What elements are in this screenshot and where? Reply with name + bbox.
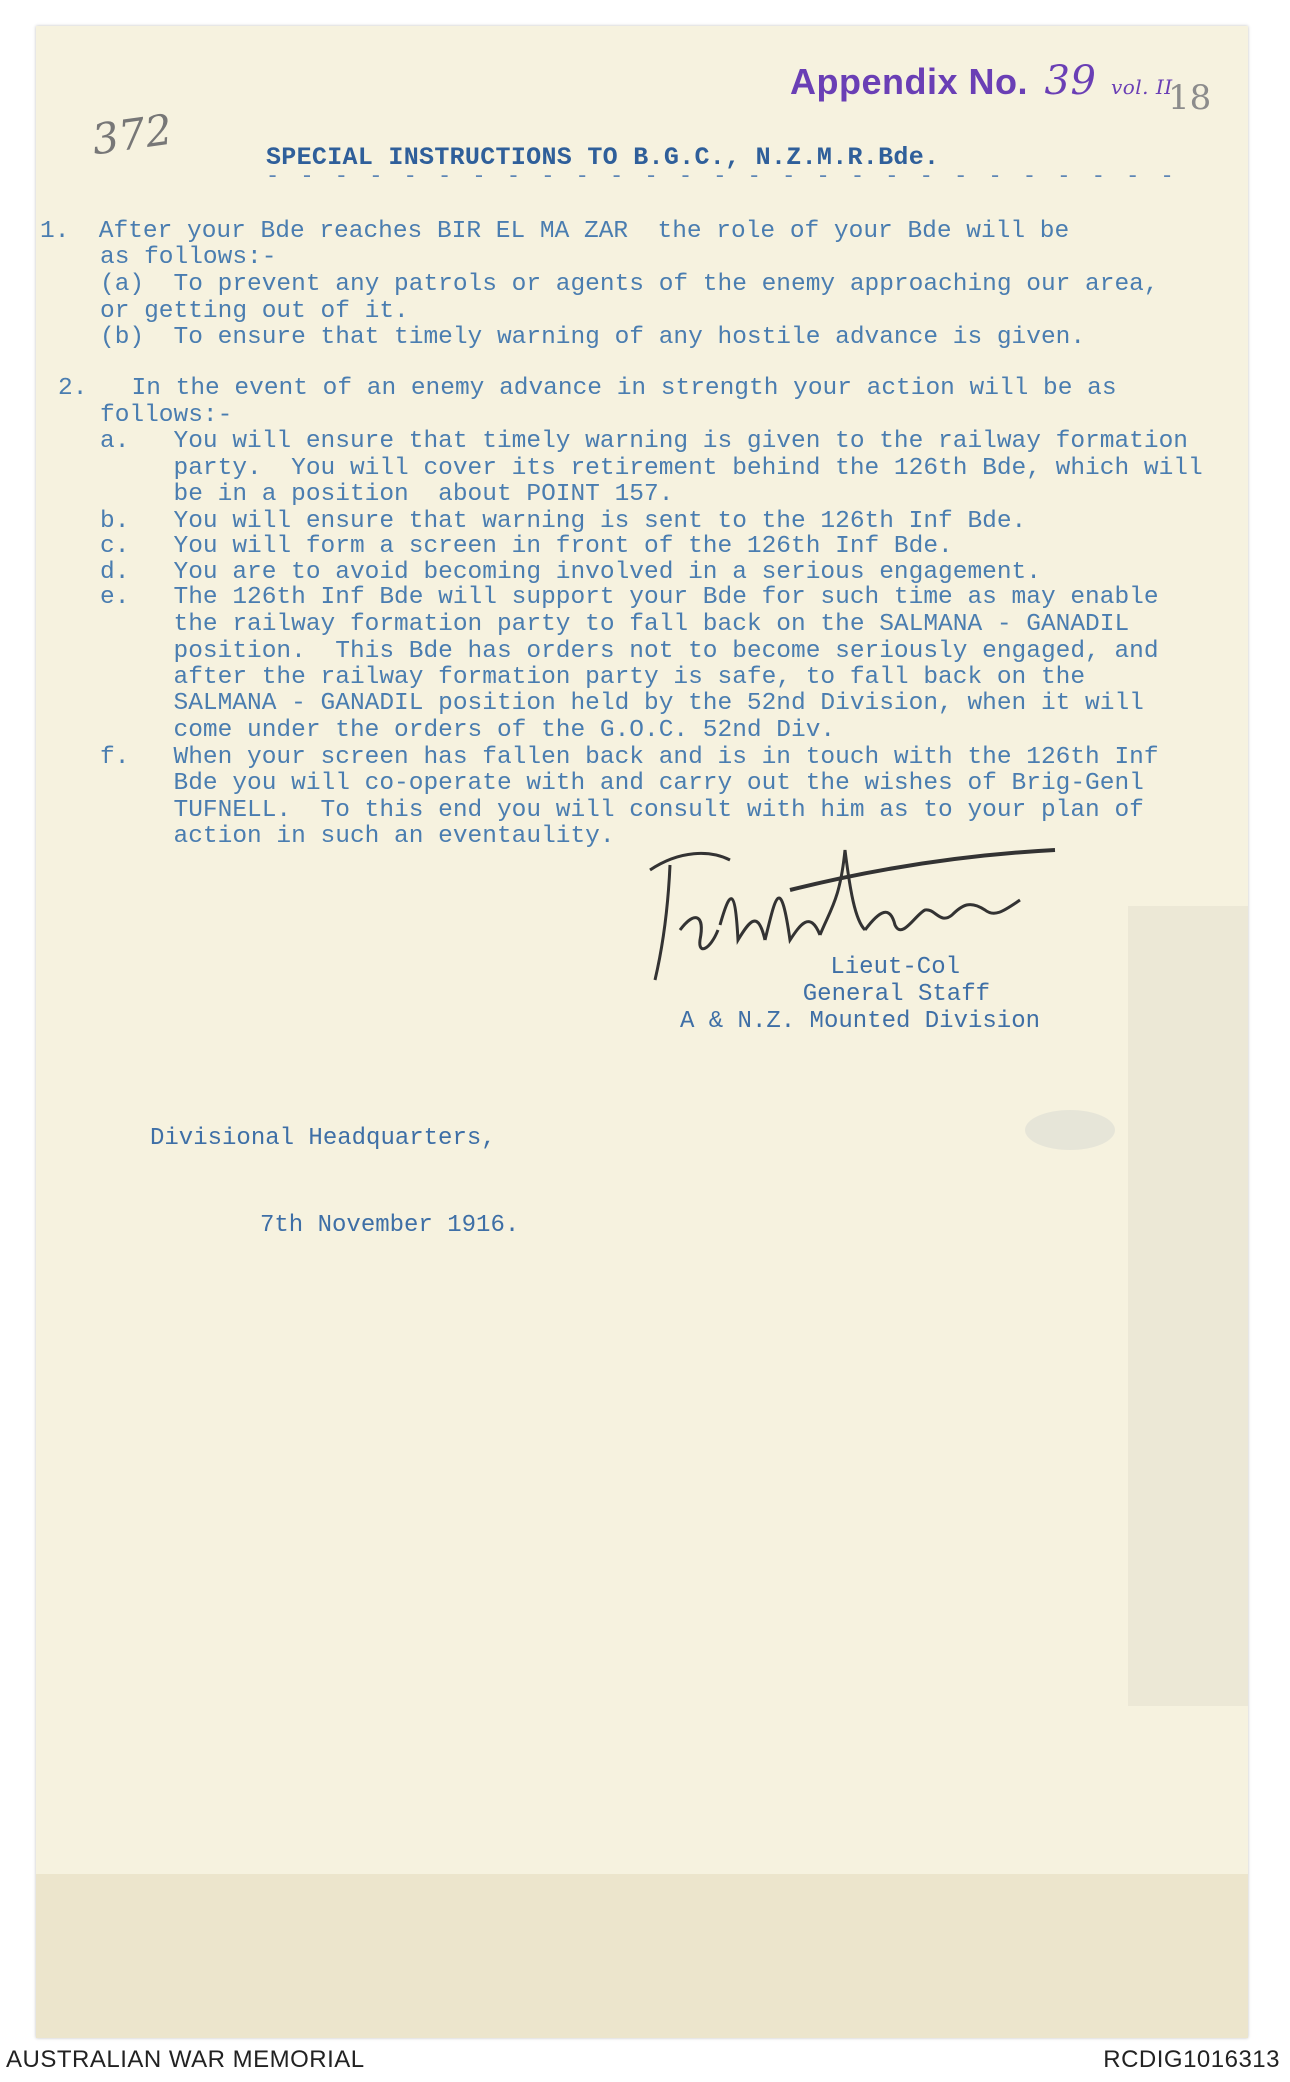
body-line: Bde you will co-operate with and carry out the wishes of Brig-Genl <box>100 770 1144 797</box>
body-line: after the railway formation party is safe, to fall back on the <box>100 664 1086 691</box>
body-line: (b) To ensure that timely warning of any hostile advance is given. <box>100 324 1086 351</box>
paper-stain <box>1025 1110 1115 1150</box>
pencil-reference: 372 <box>88 104 176 165</box>
appendix-stamp <box>790 58 1173 104</box>
body-line: be in a position about POINT 157. <box>100 481 674 508</box>
body-line: 1. After your Bde reaches BIR EL MA ZAR the role of your Bde will be <box>40 218 1070 245</box>
body-line: action in such an eventaulity. <box>100 823 615 850</box>
body-line: e. The 126th Inf Bde will support your Bde for such time as may enable <box>100 584 1159 611</box>
signatory-staff: General Staff <box>802 981 990 1008</box>
body-line: as follows:- <box>100 244 277 271</box>
body-line: party. You will cover its retirement behind the 126th Bde, which will <box>100 455 1203 482</box>
body-line: f. When your screen has fallen back and is in touch with the 126th Inf <box>100 744 1159 771</box>
body-line: c. You will form a screen in front of the 126th Inf Bde. <box>100 533 953 560</box>
paper-edge-shade <box>1128 906 1248 1706</box>
appendix-volume: vol. II <box>1110 75 1173 99</box>
folio-number: 18 <box>1168 78 1212 118</box>
title-underline: - - - - - - - - - - - - - - - - - - - - - - - - - - - <box>266 164 1178 189</box>
origin-block <box>150 1066 519 1269</box>
signatory-division: A & N.Z. Mounted Division <box>679 1008 1040 1035</box>
signatory-rank: Lieut-Col <box>830 954 960 981</box>
body-line: b. You will ensure that warning is sent to the 126th Inf Bde. <box>100 508 1027 535</box>
origin-date: 7th November 1916. <box>260 1212 520 1239</box>
body-line: SALMANA - GANADIL position held by the 52nd Division, when it will <box>100 690 1144 717</box>
footer-source: AUSTRALIAN WAR MEMORIAL <box>6 2046 365 2073</box>
body-line: d. You are to avoid becoming involved in a serious engagement. <box>100 559 1041 586</box>
body-line: follows:- <box>100 402 233 429</box>
origin-place: Divisional Headquarters, <box>150 1125 496 1152</box>
appendix-number: 39 <box>1044 58 1097 104</box>
body-line: a. You will ensure that timely warning is given to the railway formation <box>100 428 1188 455</box>
paper-fold-strip <box>36 1874 1248 2038</box>
document-title: SPECIAL INSTRUCTIONS TO B.G.C., N.Z.M.R.Bde. <box>266 143 940 172</box>
appendix-label: Appendix No. <box>790 61 1028 102</box>
body-line: or getting out of it. <box>100 298 409 325</box>
body-line: position. This Bde has orders not to become seriously engaged, and <box>100 638 1159 665</box>
body-line: come under the orders of the G.O.C. 52nd Div. <box>100 717 836 744</box>
signatory-block <box>640 954 1040 1035</box>
footer-id: RCDIG1016313 <box>1103 2046 1280 2073</box>
body-line: 2. In the event of an enemy advance in strength your action will be as <box>58 375 1117 402</box>
body-line: TUFNELL. To this end you will consult with him as to your plan of <box>100 797 1144 824</box>
body-line: the railway formation party to fall back on the SALMANA - GANADIL <box>100 611 1130 638</box>
body-line: (a) To prevent any patrols or agents of the enemy approaching our area, <box>100 271 1159 298</box>
